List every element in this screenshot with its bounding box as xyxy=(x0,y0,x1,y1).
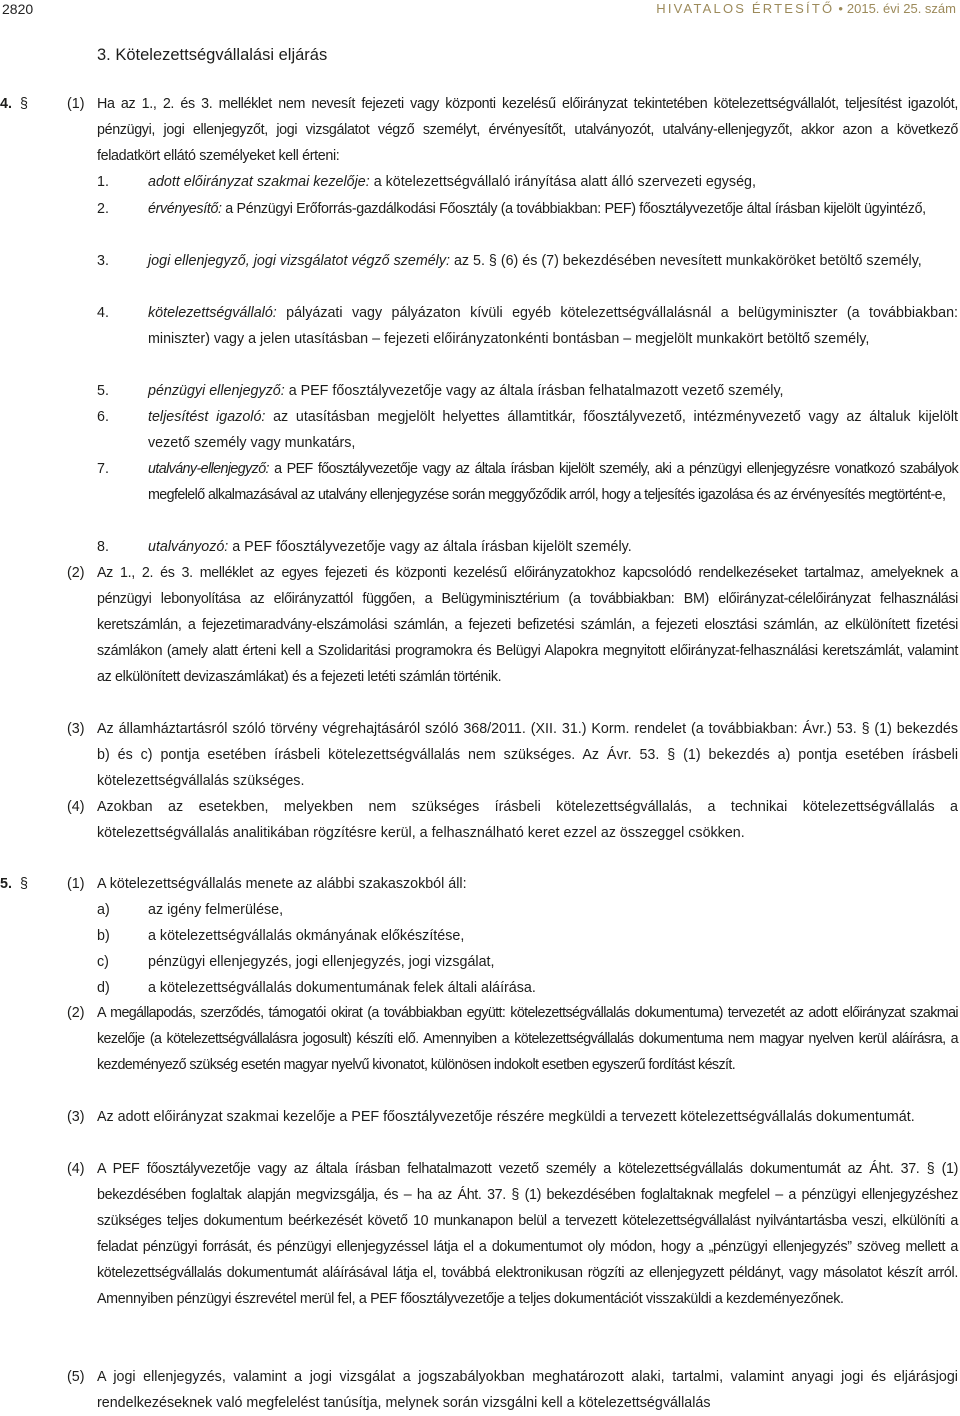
definition-text: az 5. § (6) és (7) bekezdésében nevesített munkaköröket betöltő személy, xyxy=(449,253,922,269)
list-item xyxy=(148,300,958,352)
definition-text: a PEF főosztályvezetője vagy az általa írásban kijelölt személy, aki a pénzügyi ellenjegyzésre vonatkozó szabályok megfelelő alkalmazásával az utalvány ellenjegyzése során meggyőződik arról, hogy a teljesítés igazolása és az érvényesítés megtörtént-e, xyxy=(148,461,958,503)
list-item-number: 8. xyxy=(97,539,109,555)
defined-term: érvényesítő: xyxy=(148,201,222,217)
defined-term: jogi ellenjegyző, jogi vizsgálatot végző személy: xyxy=(148,253,450,269)
section-sign: § xyxy=(20,96,28,112)
page-header xyxy=(0,0,960,24)
journal-header xyxy=(656,0,956,18)
journal-name: HIVATALOS ÉRTESÍTŐ xyxy=(656,1,835,16)
paragraph-text: Az 1., 2. és 3. melléklet az egyes fejezeti és központi kezelésű előirányzatokhoz kapcsolódó rendelkezéseket tartalmaz, amelyeknek a pénzügyi lebonyolítása az előirányzattól függően, a Belügyminisztérium (a továbbiakban: BM) előirányzat-célelőirányzat felhasználási keretszámlán, a fejezetimaradvány-elszámolási számlán, a fejezeti befizetési számlán, a fejezeti elosztási számlán, az elkülönített fizetési számlákon (amely alatt érteni kell a Szolidaritási programokra és Belügyi Alapokra megnyitott előirányzat-felhasználási keretszámlát, valamint az elkülönített devizaszámlákat) és a fejezeti letéti számlán történik. xyxy=(97,565,958,685)
defined-term: pénzügyi ellenjegyző: xyxy=(148,383,285,399)
list-item-number: d) xyxy=(97,980,110,996)
list-item-number: 7. xyxy=(97,461,109,477)
definition-text: a PEF főosztályvezetője vagy az általa írásban kijelölt személy. xyxy=(228,539,632,555)
list-item-number: 5. xyxy=(97,383,109,399)
paragraph-text: Az államháztartásról szóló törvény végrehajtásáról szóló 368/2011. (XII. 31.) Korm. rendelet (a továbbiakban: Ávr.) 53. § (1) bekezdés b) és c) pontja esetében írásbeli kötelezettségvállalás nem szükséges. Az Ávr. 53. § (1) bekezdés a) pontja esetében írásbeli kötelezettségvállalás szükséges. xyxy=(97,721,958,789)
paragraph-number: (5) xyxy=(67,1369,85,1385)
list-item-number: 4. xyxy=(97,305,109,321)
definition-text: az utasításban megjelölt helyettes államtitkár, főosztályvezető, intézményvezető vagy az általuk kijelölt vezető személy vagy munkatárs, xyxy=(148,409,958,451)
paragraph-number: (4) xyxy=(67,1161,85,1177)
paragraph-text: Az adott előirányzat szakmai kezelője a PEF főosztályvezetője részére megküldi a tervezett kötelezettségvállalás dokumentumát. xyxy=(97,1109,915,1125)
defined-term: teljesítést igazoló: xyxy=(148,409,266,425)
list-item xyxy=(148,456,958,508)
paragraph-number: (3) xyxy=(67,721,85,737)
list-item-number: 2. xyxy=(97,201,109,217)
definition-text: a kötelezettségvállaló irányítása alatt álló szervezeti egység, xyxy=(369,174,756,190)
paragraph-number: (3) xyxy=(67,1109,85,1125)
defined-term: utalványozó: xyxy=(148,539,229,555)
list-item xyxy=(148,248,958,274)
list-item xyxy=(148,534,958,560)
paragraph-text: A megállapodás, szerződés, támogatói okirat (a továbbiakban együtt: kötelezettségvállalás dokumentuma) tervezetét az adott előirányzat szakmai kezelője (a kötelezettségvállalásra jogosult) készíti elő. Amennyiben a kötelezettségvállalás dokumentuma nem magyar nyelven kerül aláírásra, a kezdeményező szükség esetén magyar nyelvű kivonatot, különösen indokolt esetben egyszerű fordítást készít. xyxy=(97,1005,958,1073)
paragraph-number: (1) xyxy=(67,876,85,892)
list-item xyxy=(148,404,958,456)
paragraph-text: A jogi ellenjegyzés, valamint a jogi vizsgálat a jogszabályokban meghatározott alaki, tartalmi, valamint anyagi jogi és eljárásjogi rendelkezéseknek való megfelelést tanúsítja, melynek során vizsgálni kell a kötelezettségvállalás xyxy=(97,1369,958,1411)
list-item xyxy=(148,196,958,222)
list-item xyxy=(148,169,958,195)
paragraph-text: Ha az 1., 2. és 3. melléklet nem nevesít fejezeti vagy központi kezelésű előirányzat tekintetében kötelezettségvállalót, teljesítést igazolót, pénzügyi, jogi ellenjegyzőt, jogi vizsgálatot végző személyt, érvényesítőt, utalványozót, utalvány-ellenjegyzőt, akkor azon a következő feladatkört ellátó személyeket kell érteni: xyxy=(97,96,958,164)
list-item-number: b) xyxy=(97,928,110,944)
defined-term: utalvány-ellenjegyző: xyxy=(148,461,269,477)
issue-label: 2015. évi 25. szám xyxy=(846,1,956,16)
paragraph-text: A kötelezettségvállalás menete az alábbi szakaszokból áll: xyxy=(97,876,467,892)
list-item: az igény felmerülése, xyxy=(148,902,284,918)
section-number: 5. xyxy=(0,876,12,892)
list-item: a kötelezettségvállalás okmányának előkészítése, xyxy=(148,928,465,944)
list-item-number: c) xyxy=(97,954,109,970)
defined-term: adott előirányzat szakmai kezelője: xyxy=(148,174,370,190)
list-item xyxy=(148,378,958,404)
list-item-number: 3. xyxy=(97,253,109,269)
paragraph-text: Azokban az esetekben, melyekben nem szükséges írásbeli kötelezettségvállalás, a technikai kötelezettségvállalás a kötelezettségvállalás analitikában rögzítésre kerül, a felhasználható keret ezzel az összeggel csökken. xyxy=(97,799,958,841)
definition-text: a Pénzügyi Erőforrás-gazdálkodási Főosztály (a továbbiakban: PEF) főosztályvezetője által írásban kijelölt ügyintéző, xyxy=(221,201,926,217)
section-number: 4. xyxy=(0,96,12,112)
list-item: pénzügyi ellenjegyzés, jogi ellenjegyzés, jogi vizsgálat, xyxy=(148,954,495,970)
list-item: a kötelezettségvállalás dokumentumának felek általi aláírása. xyxy=(148,980,536,996)
page-number: 2820 xyxy=(2,1,34,17)
paragraph-number: (4) xyxy=(67,799,85,815)
list-item-number: 1. xyxy=(97,174,109,190)
list-item-number: a) xyxy=(97,902,110,918)
defined-term: kötelezettségvállaló: xyxy=(148,305,277,321)
paragraph-number: (2) xyxy=(67,565,85,581)
header-separator: • xyxy=(838,1,843,16)
paragraph-number: (2) xyxy=(67,1005,85,1021)
list-item-number: 6. xyxy=(97,409,109,425)
paragraph-text: A PEF főosztályvezetője vagy az általa írásban felhatalmazott vezető személy a kötelezettségvállalás dokumentumát az Áht. 37. § (1) bekezdésében foglaltak alapján megvizsgálja, és – ha az Áht. 37. § (1) bekezdésében foglaltaknak megfelel – a pénzügyi ellenjegyzéshez szükséges teljes dokumentum beérkezését követő 10 munkanapon belül a tervezett kötelezettségvállalást nyilvántartásba veszi, elkülöníti a feladat pénzügyi forrását, és pénzügyi ellenjegyzéssel látja el a dokumentumot oly módon, hogy a „pénzügyi ellenjegyzés” szöveg mellett a kötelezettségvállalás dokumentumát aláírásával látja el, továbbá elektronikusan rögzíti az ellenjegyzett példányt, vagy másolatot készít arról. Amennyiben pénzügyi észrevétel merül fel, a PEF főosztályvezetője a teljes dokumentációt visszaküldi a kezdeményezőnek. xyxy=(97,1161,958,1307)
section-sign: § xyxy=(20,876,28,892)
section-title: 3. Kötelezettségvállalási eljárás xyxy=(97,46,328,64)
definition-text: pályázati vagy pályázaton kívüli egyéb kötelezettségvállalásnál a belügyminiszter (a továbbiakban: miniszter) vagy a jelen utasításban – fejezeti előirányzatonkénti bontásban – megjelölt munkakört betöltő személy, xyxy=(148,305,958,347)
definition-text: a PEF főosztályvezetője vagy az általa írásban felhatalmazott vezető személy, xyxy=(284,383,784,399)
paragraph-number: (1) xyxy=(67,96,85,112)
